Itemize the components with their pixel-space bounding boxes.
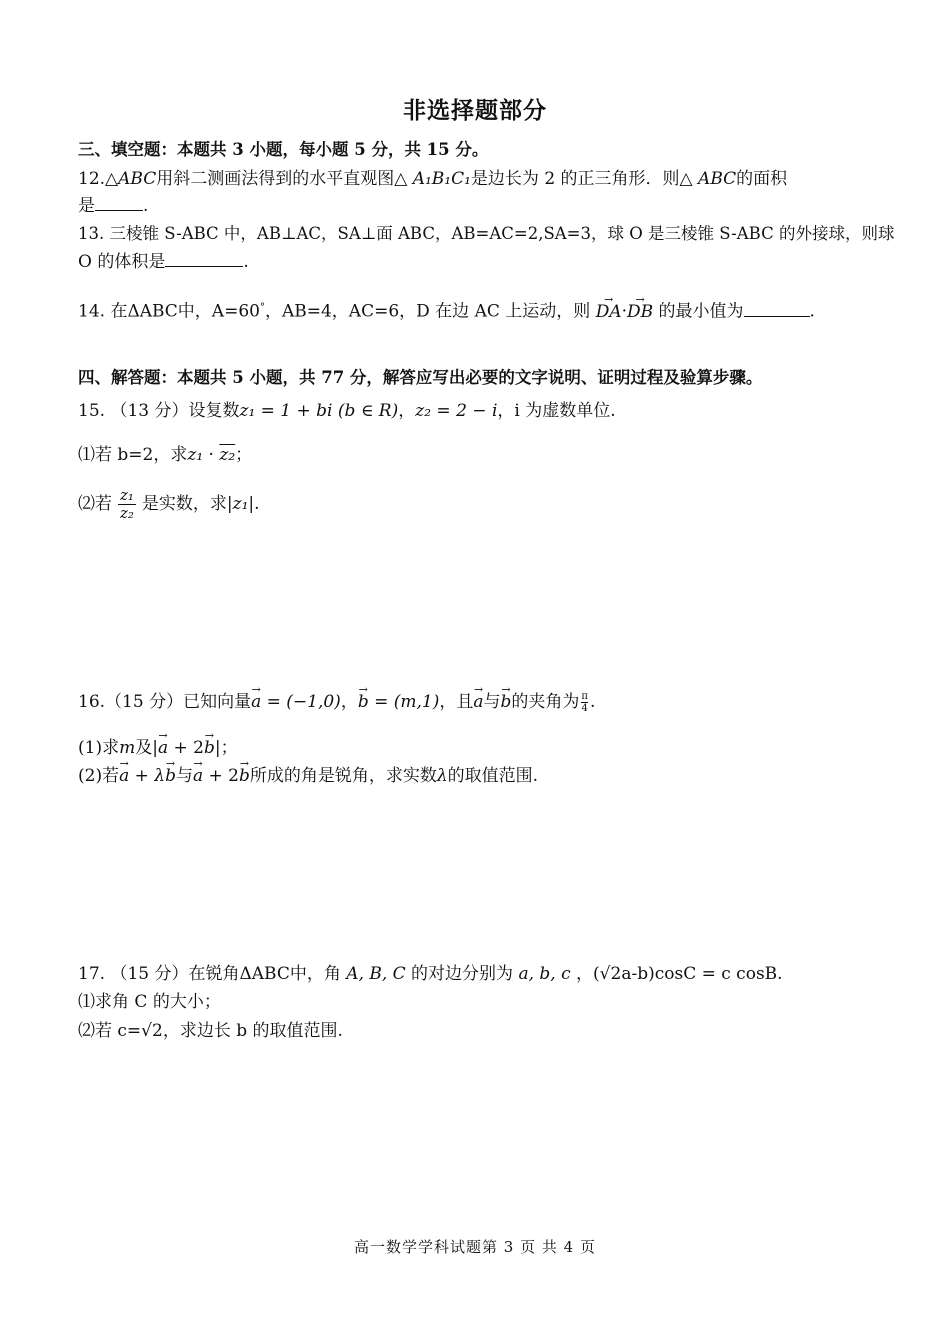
q16-b-def: = (m,1): [368, 692, 440, 712]
q16-vector-b: → b: [358, 690, 369, 714]
q15-text-2: ，: [398, 401, 416, 421]
q16-vector-a-2: → a: [473, 690, 483, 714]
q12-abc: ABC: [118, 169, 157, 189]
q14-degree: °: [259, 302, 265, 313]
q15-p2-numerator: z₁: [120, 486, 134, 504]
question-13-line-1: 13. 三棱锥 S-ABC 中，AB⊥AC，SA⊥面 ABC，AB=AC=2,SA=3，球 O 是三棱锥 S-ABC 的外接球，则球: [78, 224, 895, 243]
q17-text-1: 17. （15 分）在锐角ΔABC中，角: [78, 964, 347, 984]
question-12-line-2: [78, 194, 148, 218]
q12-text-8: .: [143, 196, 149, 216]
q15-p2-text-a: ⑵若: [78, 494, 112, 514]
q13-answer-blank: [165, 250, 243, 267]
q12-a1b1c1: A₁B₁C₁: [412, 169, 471, 189]
q16-p1-vector-a: → a: [158, 736, 168, 760]
q16-p1-m: m: [119, 738, 136, 758]
q15-z2-def: z₂ = 2 − i: [415, 401, 498, 421]
q14-text-5: .: [809, 301, 815, 322]
q16-text-1: 16.（15 分）已知向量: [78, 692, 252, 712]
q16-a-def: = (−1,0): [261, 692, 341, 712]
q15-p2-abs-z1: |z₁|: [226, 494, 255, 514]
q16-vector-b-2: → b: [501, 690, 512, 714]
q16-text-3: ，且: [439, 692, 474, 712]
q14-answer-blank: [744, 300, 810, 317]
q15-p1-text-b: ；: [235, 445, 253, 465]
q16-p2-text-c: 所成的角是锐角，求实数: [249, 766, 437, 786]
q15-p1-z2-conjugate: z₂: [219, 445, 236, 465]
q12-number: 12.: [78, 169, 106, 189]
q12-abc-2: ABC: [698, 169, 737, 189]
q15-p1-text-a: ⑴若 b=2，求: [78, 445, 188, 465]
question-16-part-1: [78, 736, 238, 760]
page-footer: 高一数学学科试题第 3 页 共 4 页: [354, 1238, 596, 1256]
q16-p2-plus-lambda: + λ: [129, 766, 166, 786]
question-15: [78, 399, 616, 423]
q17-text-5: ，(: [570, 964, 600, 984]
q12-text-7: 是: [78, 196, 95, 216]
q16-p1-text-c: ；: [220, 738, 238, 758]
q12-text-4: 是边长为 2 的正三角形．则△: [470, 169, 693, 189]
q12-answer-blank: [95, 194, 143, 211]
q16-p1-abs-close: |: [214, 738, 221, 758]
question-17-part-1: ⑴求角 C 的大小；: [78, 992, 221, 1012]
q15-p2-text-c: .: [254, 494, 260, 514]
q15-text-1: 15. （13 分）设复数: [78, 401, 240, 421]
q14-text-2: ，AB=4，AC=6，D 在边 AC 上运动，则: [264, 301, 591, 322]
q14-text-1: 14. 在ΔABC中，A=60: [78, 301, 260, 322]
q16-p2-vector-b-2: → b: [239, 764, 250, 788]
q17-sides: a, b, c: [518, 964, 571, 984]
q12-text-3: 用斜二测画法得到的水平直观图△: [156, 169, 408, 189]
q15-p2-text-b: 是实数，求: [141, 494, 227, 514]
q15-z1-def: z₁ = 1 + bi (b ∈ R): [239, 401, 399, 421]
q14-vector-db: → DB: [627, 300, 653, 324]
q16-p2-lambda: λ: [436, 766, 448, 786]
q16-p1-text-b: 及: [135, 738, 153, 758]
question-15-part-1: [78, 443, 252, 467]
q14-text-4: 的最小值为: [658, 301, 744, 322]
section-3-header: 三、填空题：本题共 3 小题，每小题 5 分，共 15 分。: [78, 140, 489, 159]
q15-text-3: ，i 为虚数单位.: [497, 401, 616, 421]
q14-dot: ·: [621, 301, 628, 322]
question-16-part-2: [78, 764, 538, 788]
q12-text-1: △: [105, 169, 119, 189]
q16-p2-vector-a: → a: [119, 764, 129, 788]
q16-p1-vector-b: → b: [204, 736, 215, 760]
q16-p2-text-b: 与: [175, 766, 193, 786]
q17-angles: A, B, C: [346, 964, 406, 984]
q16-p1-abs-open: |: [152, 738, 158, 758]
q17-sqrt2: √2: [599, 964, 622, 984]
q16-text-4: 与: [483, 692, 501, 712]
q17-p2-sqrt2: √2: [141, 1021, 163, 1041]
question-14: [78, 296, 815, 324]
q15-p1-dot: ·: [203, 445, 220, 465]
q16-p2-text-a: (2)若: [78, 766, 120, 786]
question-15-part-2: [78, 482, 260, 526]
q16-angle-fraction: [581, 691, 588, 714]
q17-text-3: 的对边分别为: [405, 964, 519, 984]
question-17-part-2: [78, 1019, 343, 1043]
q16-text-6: .: [589, 692, 596, 712]
question-17: [78, 962, 783, 986]
q13-text-2b: .: [243, 252, 249, 272]
q16-p2-text-d: 的取值范围.: [447, 766, 539, 786]
q17-p2-text-a: ⑵若 c=: [78, 1021, 142, 1041]
q16-p2-plus-2: + 2: [203, 766, 239, 786]
section-4-header: 四、解答题：本题共 5 小题，共 77 分，解答应写出必要的文字说明、证明过程及验算步骤。: [78, 368, 763, 387]
question-13-line-2: [78, 250, 249, 274]
q17-p2-text-b: ，求边长 b 的取值范围.: [162, 1021, 343, 1041]
q16-angle-numerator: π: [581, 691, 588, 702]
q14-vector-da: → DA: [596, 300, 622, 324]
q16-text-2: ，: [340, 692, 358, 712]
page-title: 非选择题部分: [403, 97, 547, 124]
q16-p2-vector-a-2: → a: [193, 764, 203, 788]
q12-text-6: 的面积: [736, 169, 788, 189]
q15-p2-fraction: [118, 487, 136, 522]
q16-text-5: 的夹角为: [511, 692, 580, 712]
q16-vector-a: → a: [251, 690, 261, 714]
q16-p1-text-a: (1)求: [78, 738, 120, 758]
question-12-line-1: [78, 167, 787, 191]
q17-text-6: a-b)cosC = c cosB.: [621, 964, 783, 984]
q16-p1-plus-2: + 2: [168, 738, 204, 758]
q16-angle-denominator: 4: [581, 703, 588, 714]
q15-p1-z1: z₁: [187, 445, 204, 465]
q16-p2-vector-b: → b: [165, 764, 176, 788]
question-16: [78, 690, 595, 714]
q15-p2-denominator: z₂: [120, 504, 134, 522]
q13-text-2a: O 的体积是: [78, 252, 166, 272]
